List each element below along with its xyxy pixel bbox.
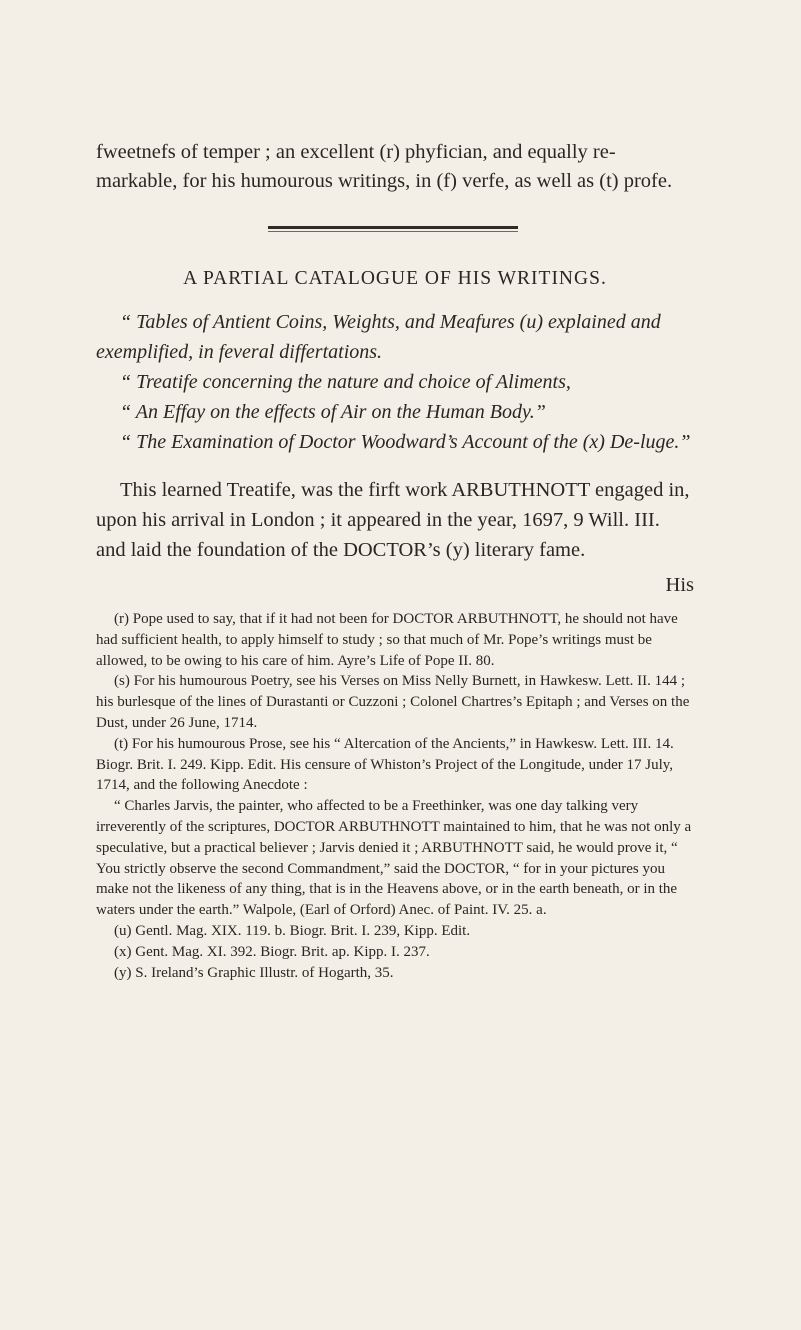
footnote: (x) Gent. Mag. XI. 392. Biogr. Brit. ap. Kipp. I. 237. — [114, 943, 430, 960]
catalog-item: “ Tables of Antient Coins, Weights, and Meafures (u) explained and exemplified, in feveral differtations. — [96, 311, 661, 363]
catalog-item: “ The Examination of Doctor Woodward’s Account of the (x) De-luge.” — [120, 431, 691, 453]
catalog-item: “ Treatife concerning the nature and choice of Aliments, — [120, 371, 571, 393]
rule-thick — [268, 226, 518, 229]
page-text-block — [96, 138, 694, 983]
section-heading: A PARTIAL CATALOGUE OF HIS WRITINGS. — [183, 268, 607, 289]
footnote: (y) S. Ireland’s Graphic Illustr. of Hogarth, 35. — [114, 964, 394, 981]
rule-thin — [268, 231, 518, 232]
footnote: (s) For his humourous Poetry, see his Verses on Miss Nelly Burnett, in Hawkesw. Lett. II. 144 ; his burlesque of the lines of Durastanti or Cuzzoni ; Colonel Chartres’s Epitaph ; and Verses on the Dust, under 26 June, 1714. — [96, 673, 690, 731]
footnote: (u) Gentl. Mag. XIX. 119. b. Biogr. Brit. I. 239, Kipp. Edit. — [114, 922, 471, 939]
catchword: His — [665, 574, 694, 596]
footnote: (t) For his humourous Prose, see his “ Altercation of the Ancients,” in Hawkesw. Lett. III. 14. Biogr. Brit. I. 249. Kipp. Edit. His censure of Whiston’s Project of the Longitude, under 17 July, 1714, and the following Anecdote : — [96, 735, 674, 794]
catalog-item: “ An Effay on the effects of Air on the Human Body.” — [120, 401, 546, 423]
body-paragraph: This learned Treatife, was the firft work ARBUTHNOTT engaged in, upon his arrival in London ; it appeared in the year, 1697, 9 Will. III. and laid the foundation of the DOCTOR’s (y) literary fame. — [96, 479, 690, 561]
catalog-list — [96, 307, 694, 457]
footnote: (r) Pope used to say, that if it had not been for DOCTOR ARBUTHNOTT, he should not have had sufficient health, to apply himself to study ; so that much of Mr. Pope’s writings must be allowed, to be owing to his care of him. Ayre’s Life of Pope II. 80. — [96, 611, 678, 669]
ornamental-rule — [96, 226, 694, 234]
footnote: “ Charles Jarvis, the painter, who affected to be a Freethinker, was one day talking very irreverently of the scriptures, DOCTOR ARBUTHNOTT maintained to him, that he was not only a speculative, but a practical believer ; Jarvis denied it ; ARBUTHNOTT said, he would prove it, “ You strictly observe the second Commandment,” said the DOCTOR, “ for in your pictures you make not the likeness of any thing, that is in the Heavens above, or in the earth beneath, or in the waters under the earth.” Walpole, (Earl of Orford) Anec. of Paint. IV. 25. a. — [96, 798, 692, 919]
intro-paragraph: fweetnefs of temper ; an excellent (r) phyfician, and equally re-markable, for his humourous writings, in (f) verfe, as well as (t) profe. — [96, 141, 673, 192]
footnotes — [96, 609, 694, 983]
